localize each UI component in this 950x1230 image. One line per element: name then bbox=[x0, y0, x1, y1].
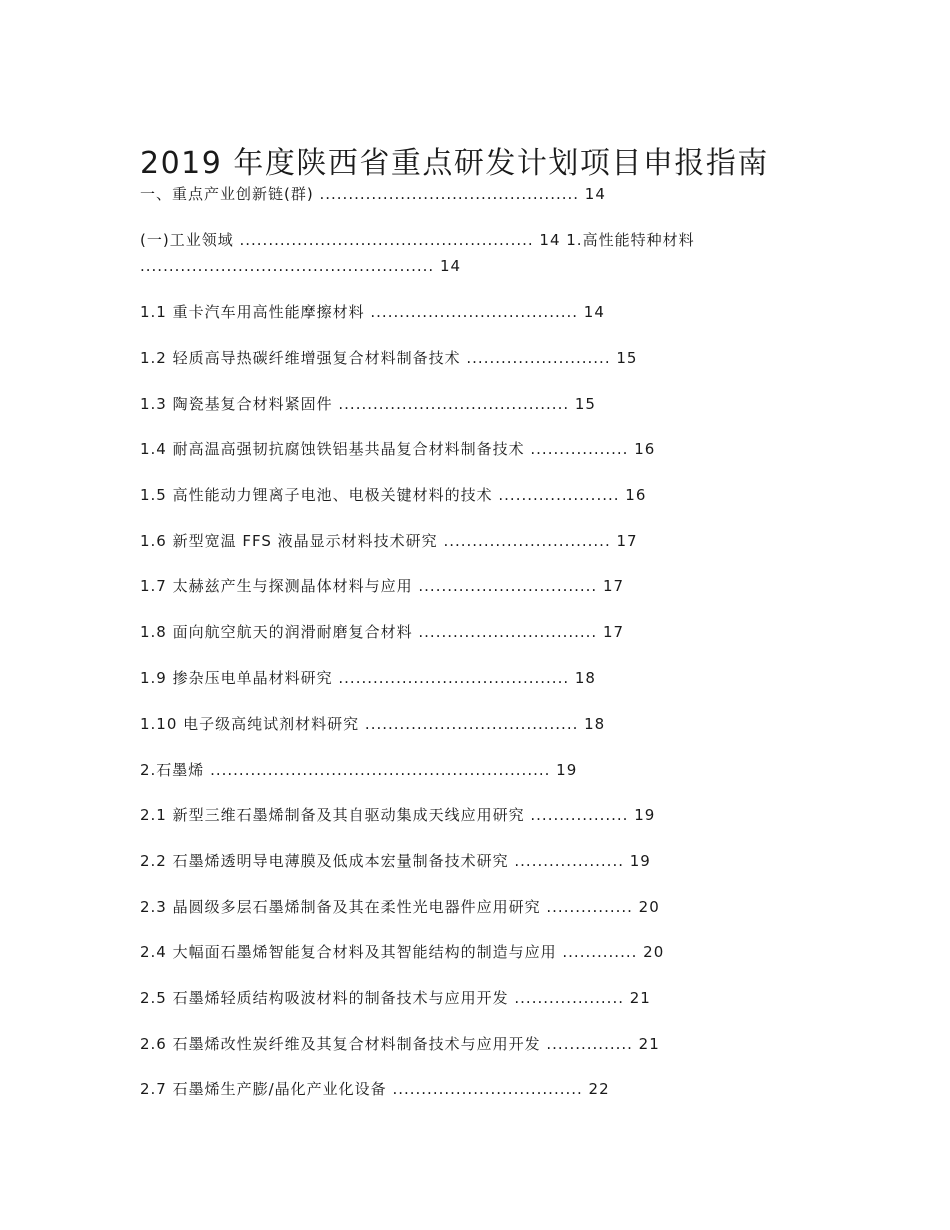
toc-entry[interactable]: 1.3 陶瓷基复合材料紧固件 ........................................ 15 bbox=[140, 395, 596, 413]
toc-entry[interactable]: 1.5 高性能动力锂离子电池、电极关键材料的技术 ..................... 16 bbox=[140, 486, 647, 504]
toc-entry[interactable]: 2.2 石墨烯透明导电薄膜及低成本宏量制备技术研究 ................... 19 bbox=[140, 852, 651, 870]
toc-entry[interactable]: 1.4 耐高温高强韧抗腐蚀铁铝基共晶复合材料制备技术 ................. 16 bbox=[140, 440, 656, 458]
toc-entry[interactable]: 1.8 面向航空航天的润滑耐磨复合材料 ............................... 17 bbox=[140, 623, 625, 641]
toc-entry[interactable]: 一、重点产业创新链(群) ............................................. 14 bbox=[140, 185, 606, 203]
toc-entry[interactable]: 2.1 新型三维石墨烯制备及其自驱动集成天线应用研究 ................. 19 bbox=[140, 806, 656, 824]
toc-entry[interactable]: 1.7 太赫兹产生与探测晶体材料与应用 ............................... 17 bbox=[140, 577, 625, 595]
toc-entry[interactable]: 2.6 石墨烯改性炭纤维及其复合材料制备技术与应用开发 ............... 21 bbox=[140, 1035, 660, 1053]
toc-entry[interactable]: 2.石墨烯 ........................................................... 19 bbox=[140, 761, 578, 779]
toc-entry[interactable]: 2.3 晶圆级多层石墨烯制备及其在柔性光电器件应用研究 ............... 20 bbox=[140, 898, 660, 916]
toc-entry[interactable]: ................................................... 14 bbox=[140, 257, 462, 275]
toc-entry[interactable]: 1.2 轻质高导热碳纤维增强复合材料制备技术 ......................... 15 bbox=[140, 349, 638, 367]
toc-entry[interactable]: 1.9 掺杂压电单晶材料研究 ........................................ 18 bbox=[140, 669, 596, 687]
toc-entry[interactable]: (一)工业领域 ................................................... 14 1.高性能特种材料 bbox=[140, 231, 695, 249]
toc-entry[interactable]: 1.6 新型宽温 FFS 液晶显示材料技术研究 ............................. 17 bbox=[140, 532, 638, 550]
toc-entry[interactable]: 1.1 重卡汽车用高性能摩擦材料 .................................... 14 bbox=[140, 303, 605, 321]
toc-entry[interactable]: 2.5 石墨烯轻质结构吸波材料的制备技术与应用开发 ................... 21 bbox=[140, 989, 651, 1007]
toc-entry[interactable]: 2.4 大幅面石墨烯智能复合材料及其智能结构的制造与应用 ............. 20 bbox=[140, 943, 665, 961]
toc-entry[interactable]: 2.7 石墨烯生产膨/晶化产业化设备 ................................. 22 bbox=[140, 1080, 610, 1098]
toc-entry[interactable]: 1.10 电子级高纯试剂材料研究 ..................................... 18 bbox=[140, 715, 606, 733]
page-title: 2019 年度陕西省重点研发计划项目申报指南 bbox=[140, 146, 769, 182]
